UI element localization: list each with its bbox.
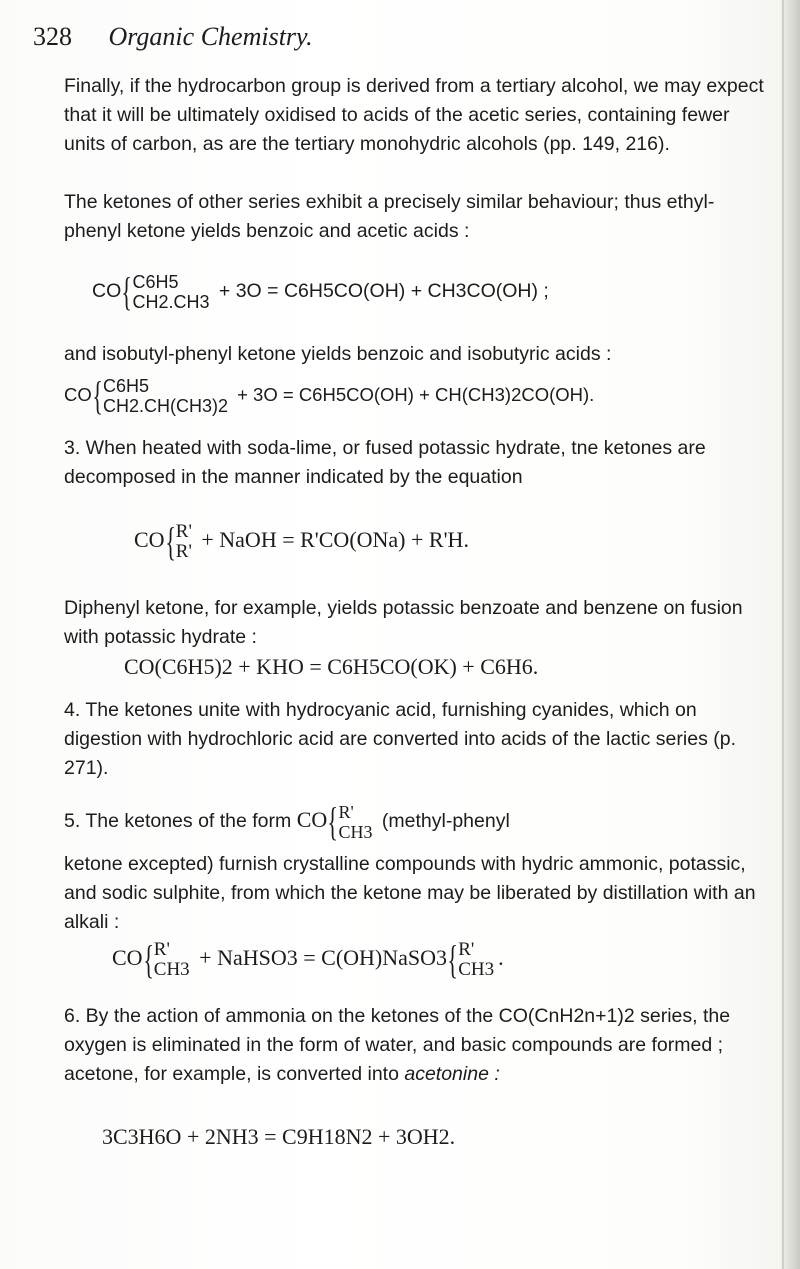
running-title: Organic Chemistry. (108, 22, 313, 51)
brace-icon: { (92, 373, 103, 418)
eq3-prefix: CO (134, 527, 165, 553)
eq6-stack-left (154, 940, 190, 980)
eq6-bottom2: CH3 (458, 959, 495, 980)
paragraph-ammonia-action (64, 1002, 764, 1089)
eq1-prefix: CO (92, 280, 122, 303)
p8-text: 6. By the action of ammonia on the ketones of the CO(CnH2n+1)2 series, the oxygen is eliminated in the form of water, and basic compounds are formed ; acetone, for example, is converted into (64, 1005, 731, 1085)
brace-icon: { (327, 799, 339, 844)
eq3-stack (176, 522, 192, 562)
paragraph-hydrocyanic-acid: 4. The ketones unite with hydrocyanic acid, furnishing cyanides, which on digestion with hydrochloric acid are converted into acids of the lactic series (p. 271). (64, 699, 736, 779)
brace-icon: { (164, 519, 176, 564)
p7-trailing-text: (methyl-phenyl (381, 810, 510, 833)
eq2-bottom: CH2.CH(CH3)2 (102, 396, 228, 416)
equation-isobutyl-phenyl-oxidation (64, 373, 595, 418)
eq1-bottom: CH2.CH3 (132, 292, 210, 312)
eq6-end: . (498, 945, 504, 971)
eq6-middle: + NaHSO3 = C(OH)NaSO3 (199, 945, 448, 971)
eq2-rest: + 3O = C6H5CO(OH) + CH(CH3)2CO(OH). (237, 383, 595, 405)
page-edge-line (782, 0, 784, 1269)
eq5-bottom: CH3 (338, 822, 373, 842)
eq2-top: C6H5 (102, 376, 149, 396)
eq3-top: R' (175, 521, 192, 542)
page-number: 328 (33, 22, 72, 51)
eq6-bottom: CH3 (153, 959, 190, 980)
eq5-prefix: CO (296, 807, 328, 833)
eq5-top: R' (338, 802, 354, 822)
eq1-stack (132, 272, 209, 312)
eq3-bottom: R' (175, 541, 192, 562)
eq6-stack-right (458, 940, 494, 980)
paragraph-ketone-form-line (64, 799, 510, 844)
paragraph-tertiary-alcohol: Finally, if the hydrocarbon group is derived from a tertiary alcohol, we may expect that it will be ultimately oxidised to acids of the acetic series, containing fewer units of carbon, as are the tertiary monohydric alcohols (pp. 149, 216). (64, 75, 764, 155)
paragraph-sulphite-compounds: ketone excepted) furnish crystalline compounds with hydric ammonic, potassic, and sodic sulphite, from which the ketone may be liberated by distillation with an alkali : (64, 853, 756, 933)
eq6-top: R' (153, 939, 170, 960)
eq5-stack (338, 802, 372, 842)
equation-ethyl-phenyl-oxidation (92, 269, 549, 314)
equation-diphenyl-fusion: CO(C6H5)2 + KHO = C6H5CO(OK) + C6H6. (124, 654, 539, 679)
equation-soda-lime-decomposition (134, 519, 469, 564)
page-header (33, 22, 313, 52)
eq1-rest: + 3O = C6H5CO(OH) + CH3CO(OH) ; (218, 280, 549, 303)
inline-ketone-formula (296, 799, 377, 844)
eq3-rest: + NaOH = R'CO(ONa) + R'H. (201, 527, 469, 553)
brace-icon: { (121, 269, 133, 314)
paragraph-diphenyl-ketone: Diphenyl ketone, for example, yields potassic benzoate and benzene on fusion with potassic hydrate : (64, 597, 743, 648)
eq2-prefix: CO (64, 383, 92, 405)
eq6-top2: R' (458, 939, 475, 960)
eq1-top: C6H5 (132, 272, 179, 292)
p7-lead-text: 5. The ketones of the form (64, 810, 292, 833)
paragraph-ketones-other-series: The ketones of other series exhibit a precisely similar behaviour; thus ethyl-phenyl ketone yields benzoic and acetic acids : (64, 191, 715, 242)
equation-bisulphite (112, 937, 504, 982)
paragraph-isobutyl-phenyl: and isobutyl-phenyl ketone yields benzoic and isobutyric acids : (64, 343, 612, 365)
brace-icon: { (142, 937, 154, 982)
brace-icon: { (447, 937, 458, 982)
eq6-prefix: CO (112, 945, 143, 971)
eq2-stack (103, 376, 228, 416)
paragraph-soda-lime: 3. When heated with soda-lime, or fused potassic hydrate, tne ketones are decomposed in the manner indicated by the equation (64, 437, 706, 488)
equation-acetonine: 3C3H6O + 2NH3 = C9H18N2 + 3OH2. (102, 1124, 456, 1149)
acetonine-term: acetonine : (404, 1063, 500, 1085)
